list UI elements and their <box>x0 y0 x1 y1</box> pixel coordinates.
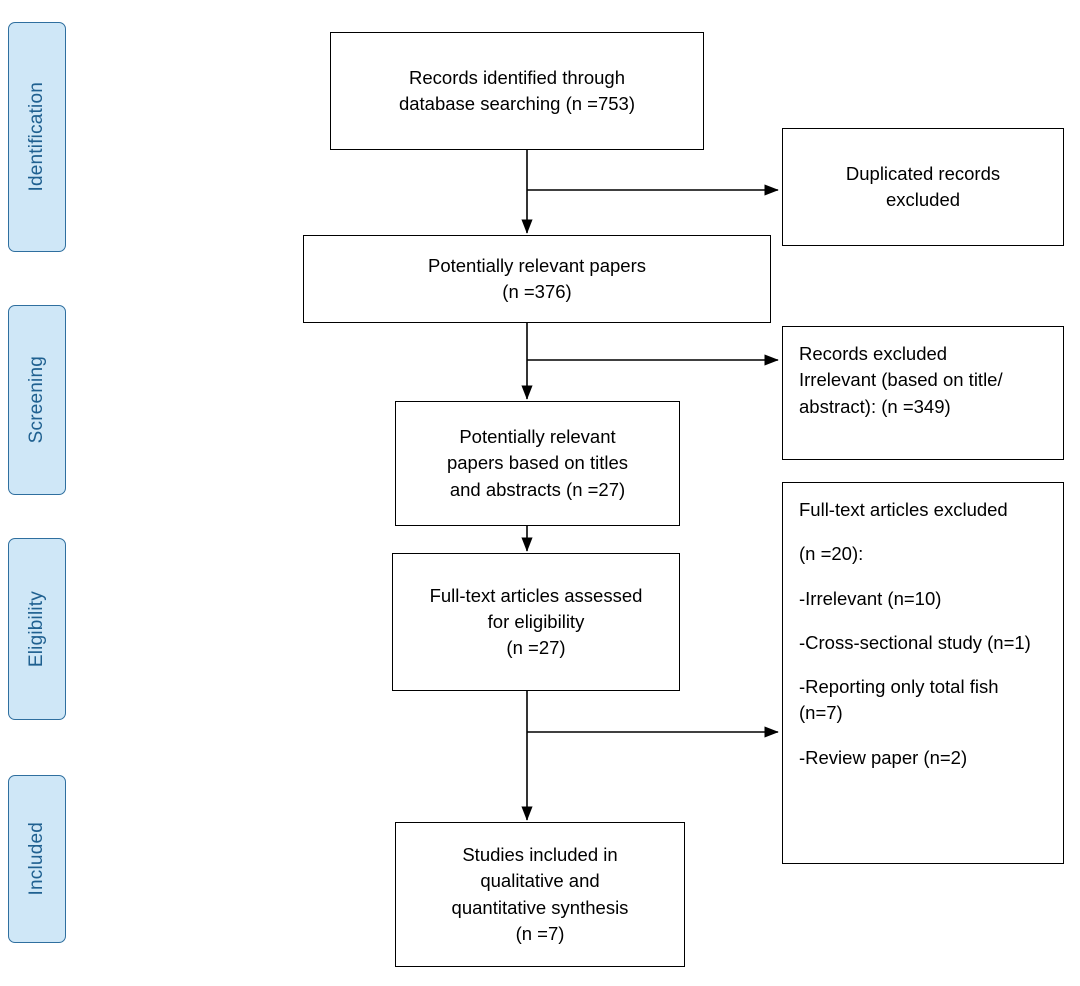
stage-label-included-text: Included <box>26 822 47 896</box>
box-records-excluded-line-3: abstract): (n =349) <box>799 395 951 417</box>
box-records-excluded-line-2: Irrelevant (based on title/ <box>799 369 1003 391</box>
box-full-text-excluded-line-1: Full-text articles excluded <box>799 499 1008 520</box>
box-records-identified <box>330 32 704 150</box>
box-potentially-relevant-papers <box>303 235 771 323</box>
box-relevant-by-title-abstract <box>395 401 680 526</box>
stage-label-identification <box>8 22 66 252</box>
box-full-text-assessed-line-1: Full-text articles assessed <box>429 584 643 606</box>
box-studies-included <box>395 822 685 967</box>
box-relevant-by-title-abstract-line-3: and abstracts (n =27) <box>449 478 626 500</box>
box-full-text-assessed-line-2: for eligibility <box>487 610 585 632</box>
stage-label-eligibility-text: Eligibility <box>26 590 47 668</box>
box-records-excluded-line-1: Records excluded <box>799 343 948 364</box>
box-full-text-excluded-line-6: -Review paper (n=2) <box>799 746 968 768</box>
box-relevant-by-title-abstract-line-1: Potentially relevant <box>459 426 616 448</box>
box-studies-included-line-1: Studies included in <box>462 843 618 865</box>
stage-label-included <box>8 775 66 943</box>
stage-label-eligibility <box>8 538 66 720</box>
stage-label-identification-text: Identification <box>26 82 47 192</box>
box-potentially-relevant-papers-line-2: (n =376) <box>502 281 572 302</box>
stage-label-screening <box>8 305 66 495</box>
box-full-text-excluded-line-2: (n =20): <box>799 543 864 565</box>
box-studies-included-line-3: quantitative synthesis <box>451 896 629 918</box>
box-records-excluded <box>782 326 1064 460</box>
box-duplicates-excluded-line-2: excluded <box>885 189 961 210</box>
box-studies-included-line-2: qualitative and <box>480 870 600 892</box>
box-studies-included-line-4: (n =7) <box>515 922 565 944</box>
box-records-identified-line-1: Records identified through <box>409 66 625 88</box>
box-records-identified-line-2: database searching (n =753) <box>398 93 636 114</box>
box-duplicates-excluded <box>782 128 1064 246</box>
box-full-text-assessed-line-3: (n =27) <box>506 637 566 659</box>
box-relevant-by-title-abstract-line-2: papers based on titles <box>446 452 628 474</box>
box-potentially-relevant-papers-line-1: Potentially relevant papers <box>427 254 647 276</box>
box-full-text-excluded-line-3: -Irrelevant (n=10) <box>799 587 942 609</box>
box-duplicates-excluded-line-1: Duplicated records <box>845 162 1001 184</box>
box-full-text-assessed <box>392 553 680 691</box>
stage-label-screening-text: Screening <box>26 356 47 444</box>
box-full-text-excluded <box>782 482 1064 864</box>
box-full-text-excluded-line-4: -Cross-sectional study (n=1) <box>799 631 1031 653</box>
box-full-text-excluded-line-5: -Reporting only total fish (n=7) <box>799 676 999 724</box>
